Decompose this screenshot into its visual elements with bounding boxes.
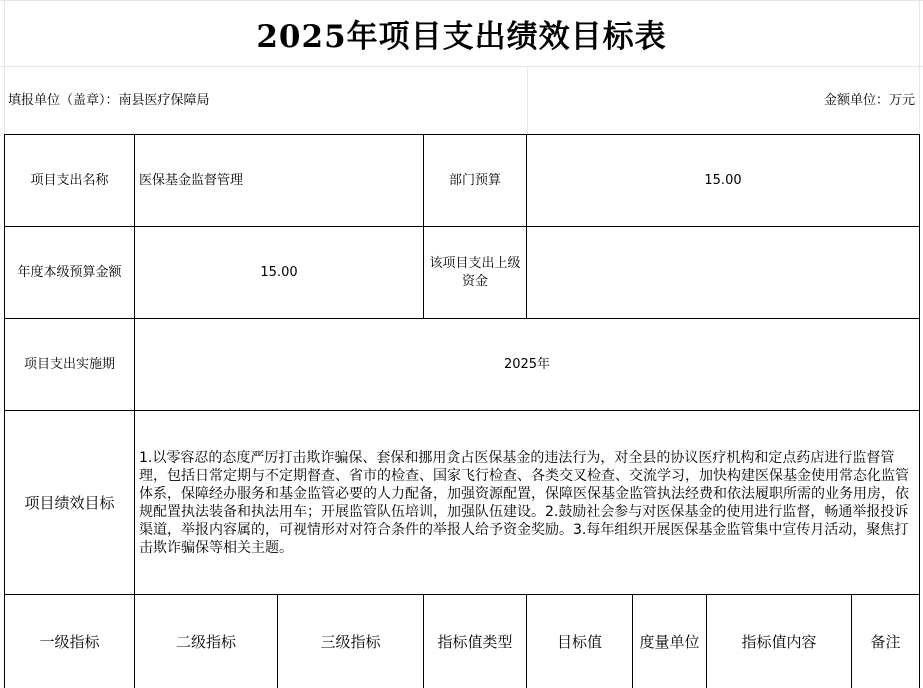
indicator-header-cell: 指标值内容: [707, 595, 852, 688]
indicator-header-cell: 二级指标: [135, 595, 278, 688]
indicator-header-cell: 三级指标: [278, 595, 424, 688]
period-value[interactable]: 2025年: [135, 319, 920, 411]
performance-goal-table: [4, 134, 920, 688]
indicator-header-cell: 目标值: [527, 595, 633, 688]
dept-budget-value[interactable]: 15.00: [527, 135, 920, 227]
table-row: [5, 319, 920, 411]
dept-budget-label: 部门预算: [424, 135, 527, 227]
project-name-value[interactable]: 医保基金监督管理: [135, 135, 424, 227]
indicator-header-cell: 指标值类型: [424, 595, 527, 688]
amount-unit-label: 金额单位：万元: [823, 93, 915, 108]
annual-budget-label: 年度本级预算金额: [5, 227, 135, 319]
gridline: [0, 66, 923, 67]
goal-text[interactable]: 1.以零容忍的态度严厉打击欺诈骗保、套保和挪用贪占医保基金的违法行为，对全县的协议医疗机构和定点药店进行监督管理，包括日常定期与不定期督查、省市的检查、国家飞行检查、各类交叉检查、交流学习，加快构建医保基金使用常态化监管体系，保障经办服务和基金监管必要的人力配备，加强资源配置，保障医保基金监管执法经费和依法履职所需的业务用房，依规配置执法装备和执法用车；开展监管队伍培训，加强队伍建设。2.鼓励社会参与对医保基金的使用进行监督，畅通举报投诉渠道，举报内容属的，可视情形对对符合条件的举报人给予资金奖励。3.每年组织开展医保基金监管集中宣传月活动，聚焦打击欺诈骗保等相关主题。: [135, 411, 920, 595]
annual-budget-value[interactable]: 15.00: [135, 227, 424, 319]
goal-label: 项目绩效目标: [5, 411, 135, 595]
gridline: [527, 66, 528, 134]
table-row: [5, 135, 920, 227]
indicator-header-cell: 备注: [852, 595, 920, 688]
table-row: [5, 227, 920, 319]
indicator-header-cell: 一级指标: [5, 595, 135, 688]
table-row: [5, 411, 920, 595]
project-name-label: 项目支出名称: [5, 135, 135, 227]
indicator-header-cell: 度量单位: [633, 595, 707, 688]
reporting-unit-label: 填报单位（盖章）：南县医疗保障局: [8, 93, 210, 108]
superior-fund-label: 该项目支出上级资金: [424, 227, 527, 319]
indicator-header-row: [5, 595, 920, 688]
superior-fund-value[interactable]: [527, 227, 920, 319]
period-label: 项目支出实施期: [5, 319, 135, 411]
page-title: 2025年项目支出绩效目标表: [256, 18, 667, 55]
